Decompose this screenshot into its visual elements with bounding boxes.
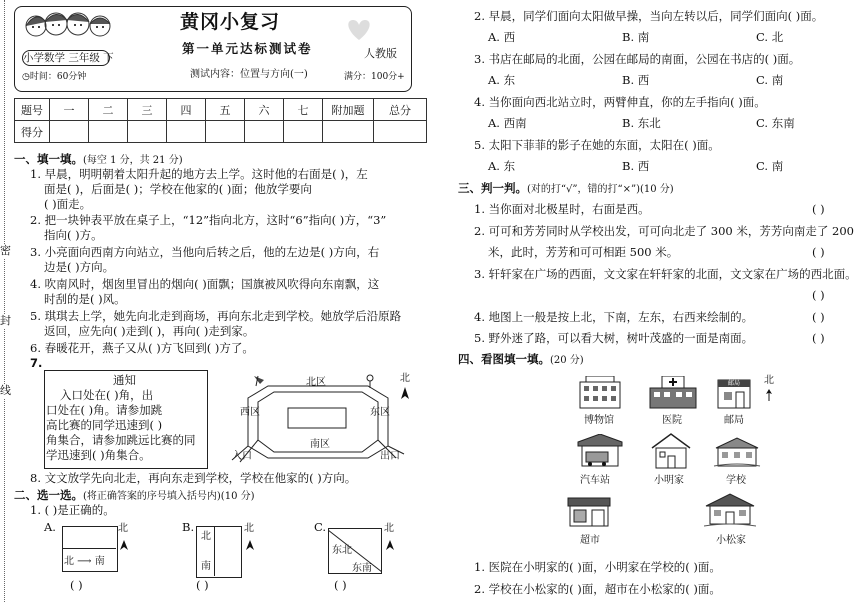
north-arrow-icon bbox=[766, 386, 772, 398]
s2-q2: 2. 早晨，同学们面向太阳做早操，当向左转以后，同学们面向( )面。 bbox=[474, 9, 824, 23]
score-cell[interactable] bbox=[167, 121, 206, 143]
score-header-cell: 二 bbox=[89, 99, 128, 121]
option-b-top: 北 bbox=[201, 531, 211, 542]
option-b-answer[interactable]: ( ) bbox=[196, 578, 209, 592]
notice-line: 学迅速到( )角集合。 bbox=[46, 448, 151, 462]
score-header-cell: 三 bbox=[128, 99, 167, 121]
s4-q1: 1. 医院在小明家的( )面，小明家在学校的( )面。 bbox=[474, 560, 721, 574]
s3-q3: 3. 轩轩家在广场的西面，文文家在轩轩家的北面，文文家在广场的西北面。 bbox=[474, 267, 857, 281]
s2-q2-option[interactable]: B. 南 bbox=[622, 30, 650, 44]
s3-q5: 5. 野外迷了路，可以看大树，树叶茂盛的一面是南面。 bbox=[474, 331, 754, 345]
score-table-score-row bbox=[15, 121, 427, 143]
map-entrance: 入口 bbox=[232, 451, 252, 462]
exam-title: 第一单元达标测试卷 bbox=[182, 41, 313, 56]
s1-q8: 8. 文文放学先向北走，再向东走到学校，学校在他家的( )方向。 bbox=[30, 471, 357, 485]
margin-label-xian: 线 bbox=[0, 384, 11, 397]
building-label-xiaosong-home: 小松家 bbox=[716, 535, 746, 546]
map-exit: 出口 bbox=[380, 451, 400, 462]
school-icon bbox=[712, 436, 762, 470]
section3-heading: 三、判一判。(对的打“√”，错的打“×”)(10 分) bbox=[458, 181, 674, 195]
building-label-post-office: 邮局 bbox=[724, 415, 744, 426]
option-c-top: 东北 bbox=[332, 545, 352, 556]
s2-q2-option[interactable]: C. 北 bbox=[756, 30, 784, 44]
s3-q4-answer[interactable]: ( ) bbox=[812, 310, 825, 324]
score-cell[interactable] bbox=[89, 121, 128, 143]
s3-q1-answer[interactable]: ( ) bbox=[812, 202, 825, 216]
s1-q7-number: 7. bbox=[30, 356, 43, 370]
score-cell[interactable] bbox=[50, 121, 89, 143]
s3-q3-answer[interactable]: ( ) bbox=[812, 288, 825, 302]
score-header-cell: 一 bbox=[50, 99, 89, 121]
score-header-cell: 题号 bbox=[15, 99, 50, 121]
s4-q2: 2. 学校在小松家的( )面，超市在小松家的( )面。 bbox=[474, 582, 721, 596]
s1-q2-line1: 2. 把一块钟表平放在桌子上，“12”指向北方，这时“6”指向( )方，“3” bbox=[30, 213, 387, 227]
score-header-cell: 七 bbox=[284, 99, 323, 121]
score-table bbox=[14, 98, 427, 143]
brand-logo: 黄冈小复习 bbox=[180, 11, 281, 33]
s1-q4-line1: 4. 吹南风时，烟囱里冒出的烟向( )面飘；国旗被风吹得向东南飘，这 bbox=[30, 277, 380, 291]
map-north-area: 北区 bbox=[306, 377, 326, 388]
bus-station-icon bbox=[576, 434, 624, 468]
option-a-divider bbox=[62, 548, 116, 549]
s3-q2-line1: 2. 可可和芳芳同时从学校出发，可可向北走了 300 米，芳芳向南走了 200 bbox=[474, 224, 854, 238]
xiaosong-home-icon bbox=[704, 492, 756, 528]
cartoon-kids-illustration bbox=[22, 10, 112, 48]
notice-line: 角集合，请参加跳远比赛的同 bbox=[46, 433, 196, 447]
s2-q4-option[interactable]: A. 西南 bbox=[488, 116, 527, 130]
s1-q4-line2: 时刮的是( )风。 bbox=[44, 292, 126, 306]
notice-line: 高比赛的同学迅速到( ) bbox=[46, 418, 163, 432]
option-b-bottom: 南 bbox=[201, 561, 211, 572]
option-b-label: B. bbox=[182, 520, 195, 534]
margin-label-mi: 密 bbox=[0, 244, 11, 257]
s1-q2-line2: 指向( )方。 bbox=[44, 228, 103, 242]
heart-decoration-icon bbox=[344, 16, 374, 42]
north-arrow-icon bbox=[400, 386, 410, 400]
section1-heading: 一、填一填。(每空 1 分，共 21 分) bbox=[14, 152, 183, 166]
s1-q1-line3: ( )面走。 bbox=[44, 197, 92, 211]
score-header-cell: 四 bbox=[167, 99, 206, 121]
north-arrow-icon bbox=[386, 535, 394, 545]
s2-q5-option[interactable]: A. 东 bbox=[488, 159, 516, 173]
section2-heading: 二、选一选。(将正确答案的序号填入括号内)(10 分) bbox=[14, 488, 255, 502]
score-header-cell: 总分 bbox=[374, 99, 427, 121]
score-row-label: 得分 bbox=[15, 121, 50, 143]
s3-q5-answer[interactable]: ( ) bbox=[812, 331, 825, 345]
score-cell[interactable] bbox=[206, 121, 245, 143]
edition-label: 人教版 bbox=[364, 47, 397, 60]
s2-q3-option[interactable]: A. 东 bbox=[488, 73, 516, 87]
s2-q3-option[interactable]: C. 南 bbox=[756, 73, 784, 87]
score-cell[interactable] bbox=[128, 121, 167, 143]
s1-q3-line1: 3. 小亮面向西南方向站立，当他向后转之后，他的左边是( )方向，右 bbox=[30, 245, 380, 259]
xiaoming-home-icon bbox=[650, 432, 692, 470]
test-content: 测试内容：位置与方向(一) bbox=[190, 69, 308, 80]
s1-q3-line2: 边是( )方向。 bbox=[44, 260, 115, 274]
margin-label-feng: 封 bbox=[0, 314, 11, 327]
s1-q1-line1: 1. 早晨，明明朝着太阳升起的地方去上学。这时他的右面是( )，左 bbox=[30, 167, 368, 181]
s3-q4: 4. 地图上一般是按上北，下南，左东，右西来绘制的。 bbox=[474, 310, 754, 324]
building-label-supermarket: 超市 bbox=[580, 535, 600, 546]
north-arrow-icon bbox=[246, 535, 254, 545]
s3-q2-answer[interactable]: ( ) bbox=[812, 245, 825, 259]
map-east-area: 东区 bbox=[370, 407, 390, 418]
score-cell[interactable] bbox=[284, 121, 323, 143]
s2-q3: 3. 书店在邮局的北面，公园在邮局的南面，公园在书店的( )面。 bbox=[474, 52, 801, 66]
building-label-xiaoming-home: 小明家 bbox=[654, 475, 684, 486]
clock-icon: ◷ bbox=[22, 72, 30, 82]
notice-line: 口处在( )角。请参加跳 bbox=[46, 403, 163, 417]
binding-margin bbox=[4, 0, 5, 602]
building-label-museum: 博物馆 bbox=[584, 415, 614, 426]
section4-heading: 四、看图填一填。(20 分) bbox=[458, 352, 584, 366]
option-a-answer[interactable]: ( ) bbox=[70, 578, 83, 592]
building-label-school: 学校 bbox=[726, 475, 746, 486]
full-score-label: 满分：100分+ bbox=[344, 72, 405, 82]
score-table-header-row bbox=[15, 99, 427, 121]
s2-q5: 5. 太阳下菲菲的影子在她的东面，太阳在( )面。 bbox=[474, 138, 720, 152]
option-c-label: C. bbox=[314, 520, 327, 534]
score-cell[interactable] bbox=[323, 121, 374, 143]
option-b-divider bbox=[214, 526, 215, 576]
s2-q1: 1. ( )是正确的。 bbox=[30, 503, 115, 517]
score-header-cell: 六 bbox=[245, 99, 284, 121]
post-office-sign: 邮局 bbox=[728, 380, 741, 387]
map-north-label: 北 bbox=[764, 375, 774, 386]
score-header-cell: 附加题 bbox=[323, 99, 374, 121]
s2-q5-option[interactable]: B. 西 bbox=[622, 159, 650, 173]
score-cell[interactable] bbox=[245, 121, 284, 143]
hospital-icon bbox=[648, 376, 698, 410]
score-header-cell: 五 bbox=[206, 99, 245, 121]
s2-q3-option[interactable]: B. 西 bbox=[622, 73, 650, 87]
s1-q5-line2: 返回，应先向( )走到( )，再向( )走到家。 bbox=[44, 324, 255, 338]
s1-q6: 6. 春暖花开，燕子又从( )方飞回到( )方了。 bbox=[30, 341, 254, 355]
museum-icon bbox=[576, 376, 624, 410]
notice-title: 通知 bbox=[113, 373, 136, 387]
s1-q1-line2: 面是( )，后面是( )；学校在他家的( )面；他放学要向 bbox=[44, 182, 312, 196]
s3-q1: 1. 当你面对北极星时，右面是西。 bbox=[474, 202, 650, 216]
time-label: ◷时间：60分钟 bbox=[22, 72, 87, 82]
s3-q2-line2: 米，此时，芳芳和可可相距 500 米。 bbox=[488, 245, 679, 259]
building-label-bus-station: 汽车站 bbox=[580, 475, 610, 486]
map-north-label: 北 bbox=[400, 373, 410, 384]
s2-q5-option[interactable]: C. 南 bbox=[756, 159, 784, 173]
option-b-north: 北 bbox=[244, 523, 254, 534]
s2-q2-option[interactable]: A. 西 bbox=[488, 30, 516, 44]
score-cell[interactable] bbox=[374, 121, 427, 143]
s2-q4-option[interactable]: B. 东北 bbox=[622, 116, 661, 130]
option-a-text: 北 ⟶ 南 bbox=[64, 556, 105, 567]
option-c-north: 北 bbox=[384, 523, 394, 534]
building-label-hospital: 医院 bbox=[662, 415, 682, 426]
map-south-area: 南区 bbox=[310, 439, 330, 450]
option-a-north: 北 bbox=[118, 523, 128, 534]
map-west-area: 西区 bbox=[240, 407, 260, 418]
option-c-answer[interactable]: ( ) bbox=[334, 578, 347, 592]
option-a-label: A. bbox=[44, 520, 56, 534]
north-arrow-icon bbox=[120, 535, 128, 545]
notice-line: 入口处在( )角，出 bbox=[60, 388, 154, 402]
supermarket-icon bbox=[566, 496, 612, 528]
s2-q4: 4. 当你面向西北站立时，两臂伸直，你的左手指向( )面。 bbox=[474, 95, 766, 109]
grade-label: 小学数学 三年级 下 bbox=[23, 52, 114, 64]
s1-q5-line1: 5. 琪琪去上学，她先向北走到商场，再向东北走到学校。她放学后沿原路 bbox=[30, 309, 402, 323]
option-c-bottom: 东南 bbox=[352, 563, 372, 574]
s2-q4-option[interactable]: C. 东南 bbox=[756, 116, 795, 130]
